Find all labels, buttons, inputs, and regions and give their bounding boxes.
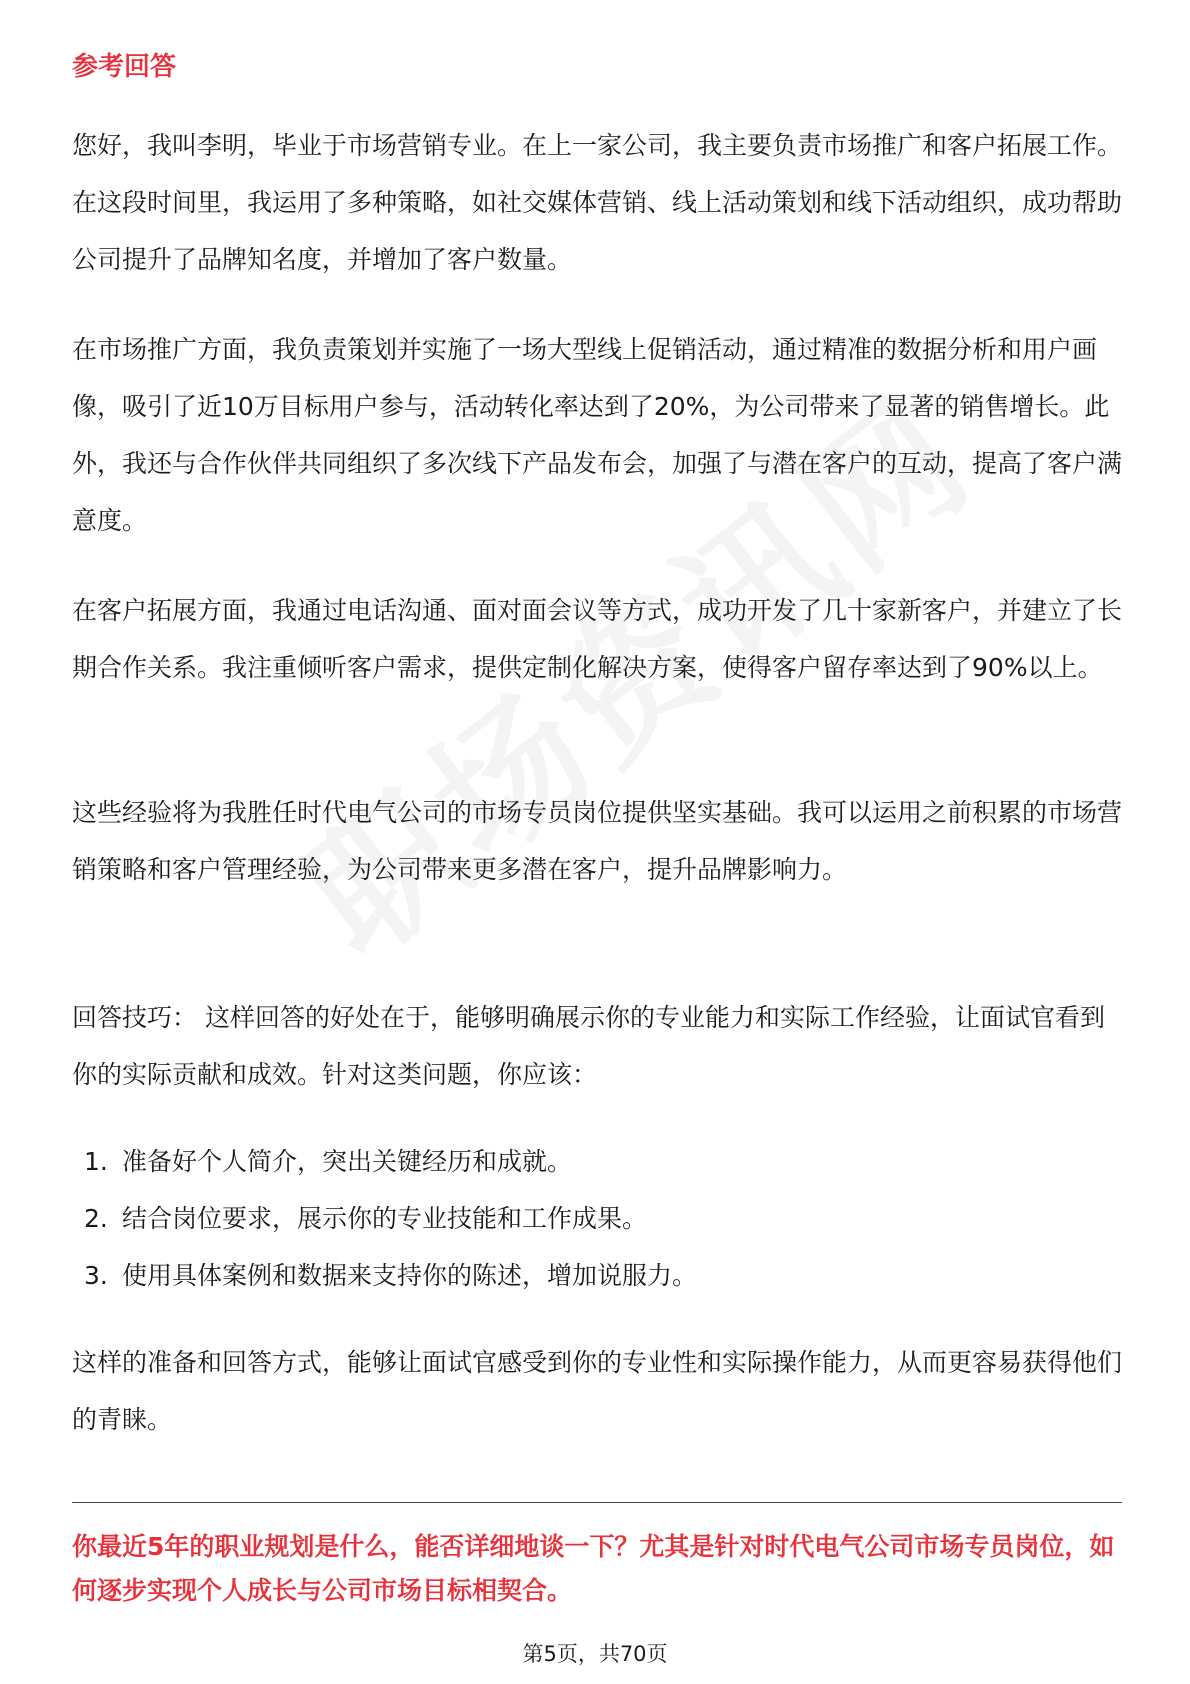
list-number: 3.: [84, 1261, 108, 1290]
list-number: 2.: [84, 1204, 108, 1233]
tips-list: [84, 1133, 1084, 1304]
reference-answer-heading: 参考回答: [72, 52, 177, 82]
paragraph-expansion: 在客户拓展方面，我通过电话沟通、面对面会议等方式，成功开发了几十家新客户，并建立了长期合作关系。我注重倾听客户需求，提供定制化解决方案，使得客户留存率达到了90%以上。: [72, 596, 1123, 682]
list-text: 结合岗位要求，展示你的专业技能和工作成果。: [122, 1204, 648, 1233]
paragraph-tips: 回答技巧： 这样回答的好处在于，能够明确展示你的专业能力和实际工作经验，让面试官看到你的实际贡献和成效。针对这类问题，你应该：: [72, 1003, 1105, 1089]
page-footer: 第5页，共70页: [522, 1642, 668, 1666]
next-question: 你最近5年的职业规划是什么，能否详细地谈一下？尤其是针对时代电气公司市场专员岗位，如何逐步实现个人成长与公司市场目标相契合。: [72, 1532, 1115, 1605]
paragraph-promotion: 在市场推广方面，我负责策划并实施了一场大型线上促销活动，通过精准的数据分析和用户画像，吸引了近10万目标用户参与，活动转化率达到了20%，为公司带来了显著的销售增长。此外，我还与合作伙伴共同组织了多次线下产品发布会，加强了与潜在客户的互动，提高了客户满意度。: [72, 335, 1123, 535]
paragraph-closing: 这样的准备和回答方式，能够让面试官感受到你的专业性和实际操作能力，从而更容易获得他们的青睐。: [72, 1348, 1123, 1434]
list-text: 准备好个人简介，突出关键经历和成就。: [122, 1147, 573, 1176]
list-item: [84, 1190, 1084, 1247]
list-item: [84, 1133, 1084, 1190]
paragraph-intro: 您好，我叫李明，毕业于市场营销专业。在上一家公司，我主要负责市场推广和客户拓展工作。在这段时间里，我运用了多种策略，如社交媒体营销、线上活动策划和线下活动组织，成功帮助公司提升了品牌知名度，并增加了客户数量。: [72, 131, 1123, 274]
paragraph-fit: 这些经验将为我胜任时代电气公司的市场专员岗位提供坚实基础。我可以运用之前积累的市场营销策略和客户管理经验，为公司带来更多潜在客户，提升品牌影响力。: [72, 798, 1123, 884]
list-text: 使用具体案例和数据来支持你的陈述，增加说服力。: [122, 1261, 698, 1290]
list-item: [84, 1247, 1084, 1304]
section-divider: [72, 1502, 1122, 1503]
document-page: [72, 0, 1122, 1684]
list-number: 1.: [84, 1147, 108, 1176]
